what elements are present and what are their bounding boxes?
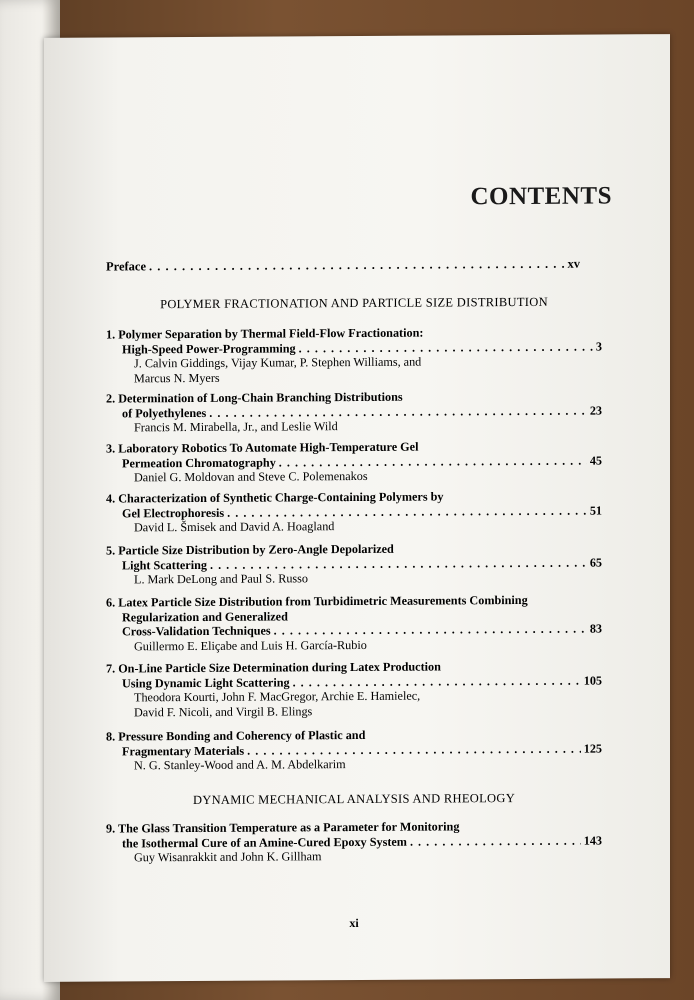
entry-authors: N. G. Stanley-Wood and A. M. Abdelkarim bbox=[134, 757, 346, 773]
entry-title: Latex Particle Size Distribution from Turbidimetric Measurements Combining Regularization and Generalized bbox=[118, 592, 528, 624]
toc-entry bbox=[106, 439, 602, 486]
entry-title-cont: Light Scattering bbox=[122, 557, 207, 572]
toc-entry bbox=[106, 593, 602, 654]
entry-title-cont: the Isothermal Cure of an Amine-Cured Epoxy System bbox=[122, 834, 407, 850]
entry-page: 23 bbox=[589, 403, 602, 418]
toc-entry bbox=[106, 727, 602, 774]
entry-authors: Francis M. Mirabella, Jr., and Leslie Wild bbox=[134, 419, 338, 435]
entry-page: 143 bbox=[583, 833, 602, 848]
preface-entry bbox=[106, 257, 580, 275]
entry-title-cont: Cross-Validation Techniques bbox=[122, 623, 271, 639]
entry-number: 6. bbox=[106, 595, 116, 610]
leader-dots bbox=[293, 673, 581, 689]
entry-page: 125 bbox=[583, 741, 602, 756]
section-heading: DYNAMIC MECHANICAL ANALYSIS AND RHEOLOGY bbox=[192, 791, 516, 808]
page-number: xi bbox=[349, 915, 359, 931]
entry-page: 51 bbox=[589, 503, 602, 518]
toc-entry bbox=[106, 541, 602, 588]
entry-number: 9. bbox=[106, 821, 116, 836]
entry-number: 5. bbox=[106, 543, 116, 558]
leader-dots bbox=[274, 622, 587, 638]
leader-dots bbox=[149, 257, 564, 275]
entry-authors: L. Mark DeLong and Paul S. Russo bbox=[134, 571, 308, 587]
leader-dots bbox=[299, 339, 593, 355]
toc-entry bbox=[106, 819, 602, 866]
entry-authors: David L. Šmisek and David A. Hoagland bbox=[134, 519, 335, 535]
entry-title-cont: of Polyethylenes bbox=[122, 405, 207, 420]
entry-title-cont: Fragmentary Materials bbox=[122, 743, 245, 758]
entry-number: 7. bbox=[106, 661, 116, 676]
book-page bbox=[44, 34, 670, 982]
entry-title-cont: Using Dynamic Light Scattering bbox=[122, 674, 290, 690]
entry-title-cont: High-Speed Power-Programming bbox=[122, 340, 296, 356]
leader-dots bbox=[210, 555, 587, 572]
page-title: CONTENTS bbox=[470, 182, 612, 211]
entry-title-cont: Permeation Chromatography bbox=[122, 454, 276, 470]
entry-number: 4. bbox=[106, 491, 116, 506]
toc-entry bbox=[106, 325, 602, 386]
entry-title: The Glass Transition Temperature as a Parameter for Monitoring bbox=[117, 819, 460, 836]
entry-number: 8. bbox=[106, 729, 116, 744]
entry-title: Polymer Separation by Thermal Field-Flow Fractionation: bbox=[118, 325, 424, 342]
entry-page: 83 bbox=[589, 621, 602, 636]
leader-dots bbox=[410, 833, 581, 849]
entry-authors-cont: Marcus N. Myers bbox=[134, 370, 220, 385]
entry-page: 3 bbox=[595, 339, 602, 354]
entry-title: Pressure Bonding and Coherency of Plastic and bbox=[118, 727, 366, 744]
entry-number: 1. bbox=[106, 327, 116, 342]
leader-dots bbox=[209, 403, 587, 420]
preface-label: Preface bbox=[106, 259, 147, 274]
leader-dots bbox=[227, 503, 587, 520]
entry-authors: J. Calvin Giddings, Vijay Kumar, P. Stephen Williams, and bbox=[134, 354, 422, 371]
entry-authors-cont: David F. Nicoli, and Virgil B. Elings bbox=[134, 703, 313, 719]
toc-entry bbox=[106, 389, 602, 436]
entry-authors: Guillermo E. Eliçabe and Luis H. García-Rubio bbox=[134, 637, 367, 653]
entry-authors: Daniel G. Moldovan and Steve C. Polemenakos bbox=[134, 468, 368, 485]
toc-entry bbox=[106, 659, 602, 720]
toc-entry bbox=[106, 489, 602, 536]
entry-title: Determination of Long-Chain Branching Distributions bbox=[118, 389, 403, 406]
leader-dots bbox=[279, 453, 587, 469]
entry-page: 65 bbox=[589, 555, 602, 570]
entry-title: Laboratory Robotics To Automate High-Temperature Gel bbox=[118, 439, 419, 456]
entry-page: 45 bbox=[589, 453, 602, 468]
entry-authors: Theodora Kourti, John F. MacGregor, Archie E. Hamielec, bbox=[134, 688, 421, 705]
preface-page: xv bbox=[567, 256, 580, 271]
entry-number: 3. bbox=[106, 441, 116, 456]
entry-title-cont: Gel Electrophoresis bbox=[122, 505, 225, 520]
entry-title: Particle Size Distribution by Zero-Angle Depolarized bbox=[118, 541, 394, 558]
entry-title: On-Line Particle Size Determination during Latex Production bbox=[118, 659, 441, 676]
section-heading: POLYMER FRACTIONATION AND PARTICLE SIZE DISTRIBUTION bbox=[160, 294, 548, 312]
entry-title: Characterization of Synthetic Charge-Containing Polymers by bbox=[118, 489, 444, 506]
entry-number: 2. bbox=[106, 391, 116, 406]
leader-dots bbox=[247, 741, 581, 758]
entry-authors: Guy Wisanrakkit and John K. Gillham bbox=[134, 849, 322, 865]
entry-page: 105 bbox=[583, 673, 602, 688]
